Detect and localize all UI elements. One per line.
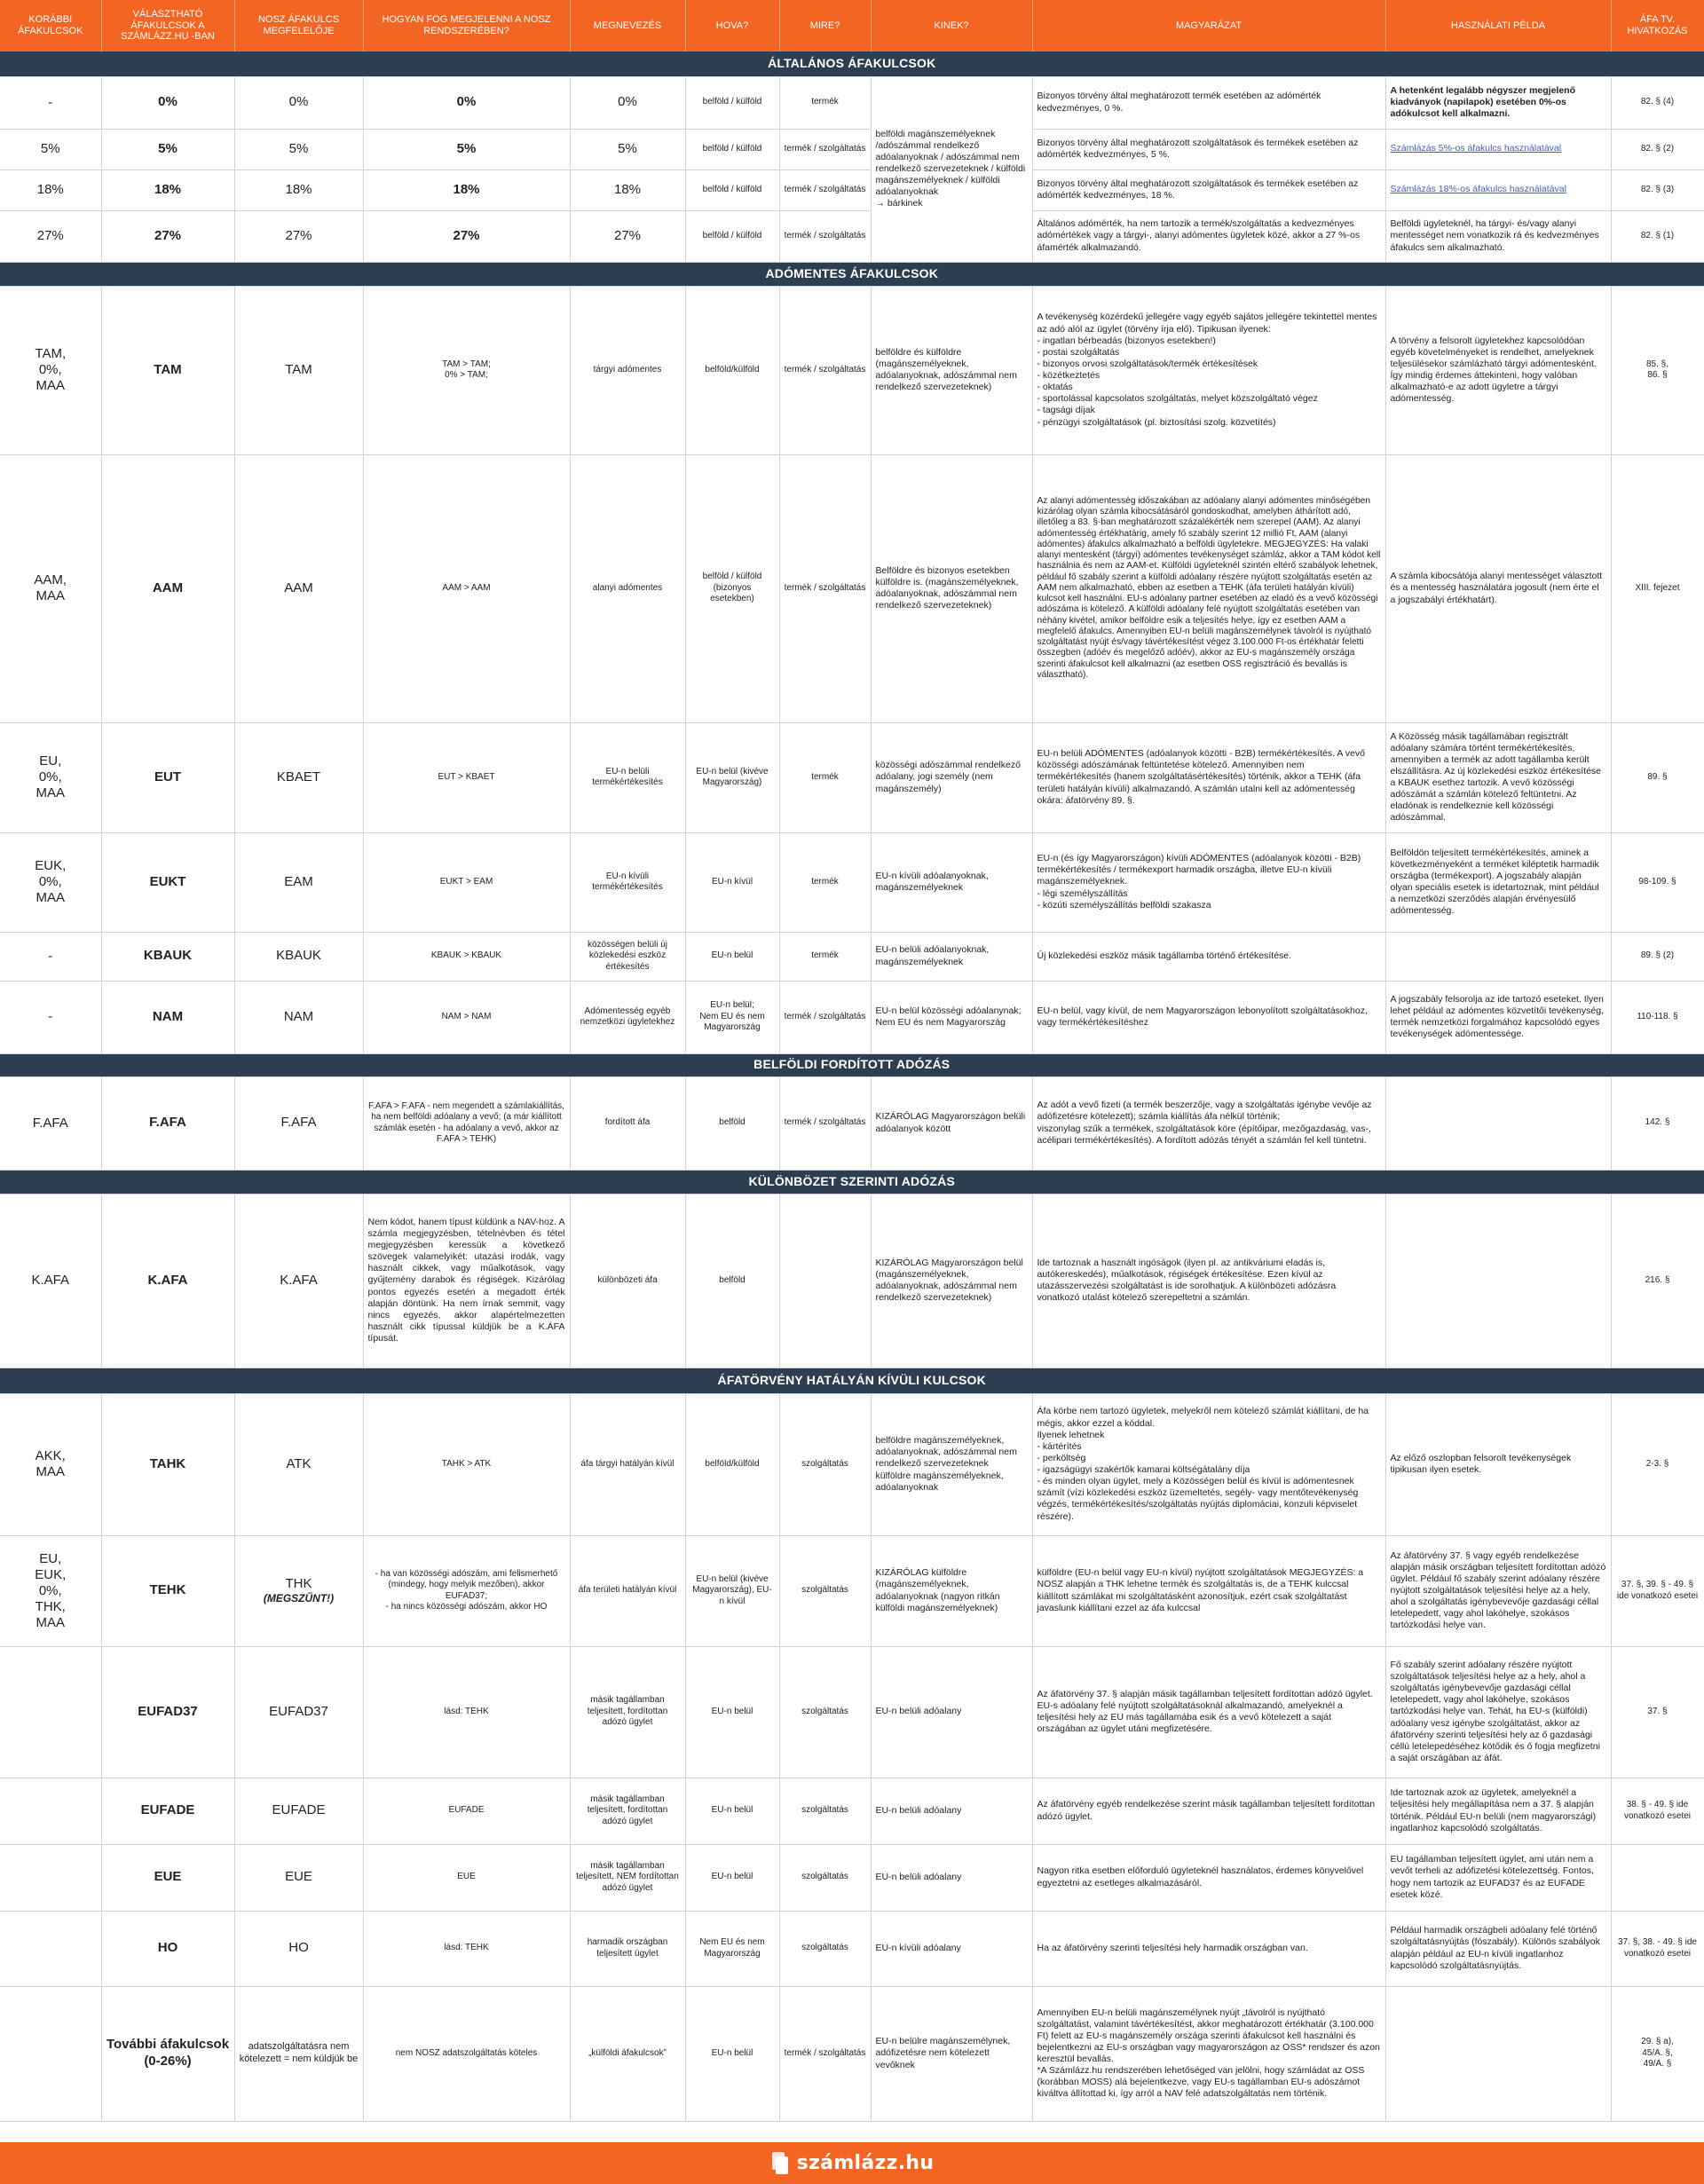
what-for-cell: termék xyxy=(779,932,871,981)
explanation-cell: Bizonyos törvény által meghatározott szolgáltatások és termékek esetében az adómérték kedvezményes, 18 %. xyxy=(1032,170,1385,210)
law-reference-cell: 98-109. § xyxy=(1611,832,1704,932)
old-rate-cell xyxy=(0,1778,101,1844)
nosz-rate-value: ATK xyxy=(286,1455,312,1471)
explanation-cell: külföldre (EU-n belül vagy EU-n kívül) nyújtott szolgáltatások MEGJEGYZÉS: a NOSZ alapján a THK lehetne termék és szolgáltatás is, de a TEHK kulccsal kiállított számlákat mi szolgáltatásként azonosítjuk, ezért csak szolgáltatást javaslunk kiállítani ezzel az áfa kulccsal xyxy=(1032,1535,1385,1646)
where-cell: Nem EU és nem Magyarország xyxy=(685,1911,779,1986)
explanation-cell: Áfa körbe nem tartozó ügyletek, melyekről nem kötelező számlát kiállítani, de ha mégis, akkor ezzel a kóddal. Ilyenek lehetnek - kártérítés - perköltség - igazságügyi szakértők kamarai költségátalány díja - és minden olyan ügylet, mely a Közösségen belül és kívül is adómentesnek számít (vízi közlekedési eszköz üzemeltetés, segély- vagy mentőtevékenység végzés, termékértékesítés/szolgáltatás nyújtás diplomáciai, konzuli képviselet részére). xyxy=(1032,1393,1385,1535)
explanation-cell: Ide tartoznak a használt ingóságok (ilyen pl. az antikváriumi eladás is, autókereskedés), műalkotások, régiségek értékesítése. Ezen kívül az utazásszervezési szolgáltatást is ide sorolhatjuk. A különbözeti adózásra vonatkozó utalást kötelező szerepeltetni a számlán. xyxy=(1032,1194,1385,1368)
explanation-cell: Ha az áfatörvény szerinti teljesítési hely harmadik országban van. xyxy=(1032,1911,1385,1986)
old-rate-cell xyxy=(0,1646,101,1778)
explanation-cell: Amennyiben EU-n belüli magánszemélynek nyújt „távolról is nyújtható szolgáltatást, valamint távértékesítést, akkor meghatározott értékhatár (3.100.000 Ft) felett az EU-s magánszemély országa szerinti áfakulcsot kell használni és bejelentkezni az EU-s országban vagy magyarországon az OSS* rendszer és azon keresztül bevallás. *A Számlázz.hu rendszerében lehetőséged van jelölni, hogy számládat az OSS (korábban MOSS) alá bejelentkezve, vagy EU-s tagállamban EU-s adószámot kiváltva állítottad ki, így arról a NAV felé adatszolgáltatás nem történik. xyxy=(1032,1986,1385,2121)
nosz-rate-cell xyxy=(234,722,363,832)
where-cell: EU-n belül (kivéve Magyarország), EU-n kívül xyxy=(685,1535,779,1646)
usage-example-cell: EU tagállamban teljesített ügylet, ami után nem a vevőt terheli az adófizetési kötelezettség. Fontos, hogy nem tartozik az EUFAD37 és az EUFADE esetek közé. xyxy=(1385,1844,1611,1911)
col-header-old-rates: KORÁBBI ÁFAKULCSOK xyxy=(0,0,101,51)
name-cell: EU-n kívüli termékértékesítés xyxy=(570,832,685,932)
nosz-appearance-cell: Nem kódot, hanem típust küldünk a NAV-hoz. A számla megjegyzésben, tételnévben és tétel megjegyzésben keressük a következő szövegek valamelyikét: utazási irodák, vagy használt cikkek, vagy műalkotások, vagy gyűjtemény darabok és régiségek. Kizárólag pontos egyezés esetén a megadott érték alapján döntünk. Ha nem írnak semmit, vagy nincs egyezés, akkor alapértelmezetten használt cikk típussal küldjük be a K.ÁFA típusát. xyxy=(363,1194,570,1368)
nosz-rate-cell xyxy=(234,454,363,722)
where-cell: EU-n belül (kivéve Magyarország) xyxy=(685,722,779,832)
nosz-rate-cell xyxy=(234,1844,363,1911)
usage-example-cell: A számla kibocsátója alanyi mentességet választott és a mentesség használatára jogosult (nem érte el a jogszabályi értékhatárt). xyxy=(1385,454,1611,722)
nosz-rate-cell xyxy=(234,76,363,129)
to-whom-cell: EU-n belüli adóalany xyxy=(871,1844,1032,1911)
to-whom-cell: belföldre és külföldre (magánszemélyeknek, adóalanyoknak, adószámmal nem rendelkező szervezeteknek) xyxy=(871,286,1032,454)
old-rate-cell: - xyxy=(0,981,101,1053)
law-reference-cell: 82. § (2) xyxy=(1611,129,1704,170)
selectable-rate-cell: F.AFA xyxy=(101,1076,234,1170)
table-row xyxy=(0,1778,1704,1844)
nosz-appearance-cell: 27% xyxy=(363,210,570,262)
to-whom-cell: EU-n belüli adóalany xyxy=(871,1646,1032,1778)
law-reference-cell: 216. § xyxy=(1611,1194,1704,1368)
old-rate-cell: EUK, 0%, MAA xyxy=(0,832,101,932)
selectable-rate-cell: 18% xyxy=(101,170,234,210)
col-header-law-reference: ÁFA TV. HIVATKOZÁS xyxy=(1611,0,1704,51)
name-cell: áfa tárgyi hatályán kívül xyxy=(570,1393,685,1535)
nosz-rate-value: THK xyxy=(285,1575,312,1591)
what-for-cell: termék xyxy=(779,722,871,832)
name-cell: harmadik országban teljesített ügylet xyxy=(570,1911,685,1986)
law-reference-cell: 29. § a), 45/A. §, 49/A. § xyxy=(1611,1986,1704,2121)
table-row xyxy=(0,129,1704,170)
usage-example-cell xyxy=(1385,1194,1611,1368)
table-row xyxy=(0,1393,1704,1535)
old-rate-cell: 18% xyxy=(0,170,101,210)
usage-example-cell: Ide tartoznak azok az ügyletek, amelyeknél a teljesítési hely megállapítása nem a 37. § alapján történik. Például EU-n belüli (nem magyarországi) ingatlanhoz kapcsolódó szolgáltatás. xyxy=(1385,1778,1611,1844)
name-cell: alanyi adómentes xyxy=(570,454,685,722)
usage-example-cell: Fő szabály szerint adóalany részére nyújtott szolgáltatások teljesítési helye az a hely, ahol a szolgáltatás igénybevevője gazdasági céllal letelepedett, vagy ahol lakóhelye, szokásos tartózkodási helye van. Tehát, ha EU-s (külföldi) adóalany vesz igénybe szolgáltatást, akkor az áfatörvény szerinti teljesítési hely az ő gazdasági céllú letelepedéséhez kötődik és ő fogja megfizetni a saját országában az áfát. xyxy=(1385,1646,1611,1778)
table-row xyxy=(0,454,1704,722)
header-row xyxy=(0,0,1704,51)
nosz-rate-value: AAM xyxy=(284,580,313,595)
selectable-rate-cell: EUFAD37 xyxy=(101,1646,234,1778)
nosz-appearance-cell: 5% xyxy=(363,129,570,170)
what-for-cell: szolgáltatás xyxy=(779,1778,871,1844)
nosz-rate-value: KBAUK xyxy=(276,948,321,964)
table-row xyxy=(0,722,1704,832)
law-reference-cell: 82. § (3) xyxy=(1611,170,1704,210)
nosz-appearance-cell: lásd: TEHK xyxy=(363,1646,570,1778)
explanation-cell: A tevékenység közérdekű jellegére vagy egyéb sajátos jellegére tekintettel mentes az adó alól az ügylet (törvény írja elő). Tipikusan ilyenek: - ingatlan bérbeadás (bizonyos esetekben!) - postai szolgáltatás - bizonyos orvosi szolgáltatások/termék értékesítések - közétkeztetés - oktatás - sportolással kapcsolatos szolgáltatás, melyet közszolgáltató végez - tagsági díjak - pénzügyi szolgáltatások (pl. biztosítási szolg. közvetítés) xyxy=(1032,286,1385,454)
nosz-appearance-cell: 0% xyxy=(363,76,570,129)
selectable-rate-cell: HO xyxy=(101,1911,234,1986)
usage-example-cell: Számlázás 18%-os áfakulcs használatával xyxy=(1385,170,1611,210)
to-whom-cell: EU-n belülre magánszemélynek, adófizetésre nem kötelezett vevőknek xyxy=(871,1986,1032,2121)
selectable-rate-cell: NAM xyxy=(101,981,234,1053)
to-whom-cell: EU-n belüli adóalany xyxy=(871,1778,1032,1844)
selectable-rate-cell: EUFADE xyxy=(101,1778,234,1844)
usage-example-cell: A jogszabály felsorolja az ide tartozó eseteket. Ilyen lehet például az adómentes közvetítői tevékenység, termék nemzetközi forgalmához kapcsolódó egyes tevékenységek adómentessége. xyxy=(1385,981,1611,1053)
explanation-cell: EU-n belüli ADÓMENTES (adóalanyok közötti - B2B) termékértékesítés. A vevő közösségi adószámának feltüntetése kötelező. Amennyiben nem termékértékesítés (hanem szolgáltatásértékesítés) történik, akkor a TEHK (áfa területi hatályán kívüli) alkalmazandó. A számlán utalni kell az adómentesség okára: áfatörvény 89. §. xyxy=(1032,722,1385,832)
nosz-appearance-cell: lásd: TEHK xyxy=(363,1911,570,1986)
selectable-rate-cell: További áfakulcsok (0-26%) xyxy=(101,1986,234,2121)
nosz-rate-value: EAM xyxy=(284,873,313,889)
nosz-appearance-cell: EUFADE xyxy=(363,1778,570,1844)
what-for-cell: szolgáltatás xyxy=(779,1911,871,1986)
to-whom-cell: belföldre magánszemélyeknek, adóalanyoknak, adószámmal nem rendelkező szervezeteknek külföldre magánszemélyeknek, adóalanyoknak xyxy=(871,1393,1032,1535)
law-reference-cell: 37. § xyxy=(1611,1646,1704,1778)
where-cell: belföld xyxy=(685,1076,779,1170)
nosz-rate-cell xyxy=(234,1076,363,1170)
section-header-outside xyxy=(0,1368,1704,1393)
table-row xyxy=(0,1646,1704,1778)
section-header-margin xyxy=(0,1170,1704,1194)
nosz-rate-value: 18% xyxy=(285,181,312,197)
nosz-appearance-cell: - ha van közösségi adószám, ami felismerhető (mindegy, hogy melyik mezőben), akkor EUFAD37; - ha nincs közösségi adószám, akkor HO xyxy=(363,1535,570,1646)
to-whom-cell: EU-n kívüli adóalany xyxy=(871,1911,1032,1986)
old-rate-cell: EU, EUK, 0%, THK, MAA xyxy=(0,1535,101,1646)
name-cell: 5% xyxy=(570,129,685,170)
old-rate-cell: 27% xyxy=(0,210,101,262)
name-cell: másik tagállamban teljesített, NEM fordítottan adózó ügylet xyxy=(570,1844,685,1911)
nosz-rate-cell xyxy=(234,1911,363,1986)
name-cell: 27% xyxy=(570,210,685,262)
old-rate-cell: EU, 0%, MAA xyxy=(0,722,101,832)
nosz-rate-value: EUE xyxy=(285,1869,312,1885)
nosz-rate-cell xyxy=(234,1393,363,1535)
section-title: BELFÖLDI FORDÍTOTT ADÓZÁS xyxy=(0,1053,1704,1076)
law-reference-cell: 142. § xyxy=(1611,1076,1704,1170)
table-row xyxy=(0,76,1704,129)
name-cell: Adómentesség egyéb nemzetközi ügyletekhez xyxy=(570,981,685,1053)
law-reference-cell xyxy=(1611,1844,1704,1911)
nosz-rate-cell xyxy=(234,170,363,210)
old-rate-cell xyxy=(0,1844,101,1911)
what-for-cell: szolgáltatás xyxy=(779,1535,871,1646)
explanation-cell: EU-n (és így Magyarországon) kívüli ADÓMENTES (adóalanyok közötti - B2B) termékértékesítés / termékexport harmadik országba, illetve EU-n kívüli magánszemélyeknek. - légi személyszállítás - közúti személyszállítás belföldi szakasza xyxy=(1032,832,1385,932)
name-cell: „külföldi áfakulcsok” xyxy=(570,1986,685,2121)
usage-example-cell: Belföldi ügyleteknél, ha tárgyi- és/vagy alanyi mentességet nem vonatkozik rá és kedvezményes áfakulcs sem alkalmazható. xyxy=(1385,210,1611,262)
where-cell: EU-n kívül xyxy=(685,832,779,932)
nosz-appearance-cell: 18% xyxy=(363,170,570,210)
nosz-appearance-cell: EUE xyxy=(363,1844,570,1911)
law-reference-cell: 89. § xyxy=(1611,722,1704,832)
old-rate-cell: AKK, MAA xyxy=(0,1393,101,1535)
table-row xyxy=(0,1535,1704,1646)
what-for-cell: termék / szolgáltatás xyxy=(779,210,871,262)
nosz-rate-value: HO xyxy=(288,1940,309,1956)
nosz-rate-value: 0% xyxy=(288,94,309,110)
table-row xyxy=(0,1911,1704,1986)
where-cell: belföld / külföld xyxy=(685,170,779,210)
to-whom-cell: EU-n belül közösségi adóalanynak; Nem EU és nem Magyarország xyxy=(871,981,1032,1053)
selectable-rate-cell: EUT xyxy=(101,722,234,832)
where-cell: EU-n belül xyxy=(685,932,779,981)
section-title: ÁLTALÁNOS ÁFAKULCSOK xyxy=(0,51,1704,76)
section-title: ADÓMENTES ÁFAKULCSOK xyxy=(0,262,1704,286)
where-cell: belföld/külföld xyxy=(685,286,779,454)
usage-example-cell: A törvény a felsorolt ügyletekhez kapcsolódóan egyéb követelményeket is rendelhet, amelyeknek teljesülésekor számlázható tárgyi adómentesként. Így mindig érdemes áttekinteni, hogy valóban alkalmazható-e az adott ügyletre a tárgyi adómentesség. xyxy=(1385,286,1611,454)
col-header-nosz-appearance: HOGYAN FOG MEGJELENNI A NOSZ RENDSZERÉBEN? xyxy=(363,0,570,51)
old-rate-cell: - xyxy=(0,76,101,129)
selectable-rate-cell: 0% xyxy=(101,76,234,129)
usage-example-cell xyxy=(1385,1076,1611,1170)
name-cell: különbözeti áfa xyxy=(570,1194,685,1368)
table-row xyxy=(0,1076,1704,1170)
table-row xyxy=(0,170,1704,210)
usage-example-cell: Számlázás 5%-os áfakulcs használatával xyxy=(1385,129,1611,170)
nosz-appearance-cell: F.AFA > F.AFA - nem megendett a számlakiállítás, ha nem belföldi adóalany a vevő; (a már kiállított számlák esetén - ha adóalany a vevő, akkor az F.AFA > TEHK) xyxy=(363,1076,570,1170)
selectable-rate-cell: EUE xyxy=(101,1844,234,1911)
nosz-appearance-cell: NAM > NAM xyxy=(363,981,570,1053)
old-rate-cell xyxy=(0,1986,101,2121)
nosz-rate-cell xyxy=(234,1535,363,1646)
what-for-cell: termék / szolgáltatás xyxy=(779,1986,871,2121)
where-cell: EU-n belül xyxy=(685,1986,779,2121)
to-whom-cell: EU-n belüli adóalanyoknak, magánszemélyeknek xyxy=(871,932,1032,981)
what-for-cell: szolgáltatás xyxy=(779,1393,871,1535)
nosz-rate-note: (MEGSZŰNT!) xyxy=(263,1592,335,1605)
to-whom-cell: közösségi adószámmal rendelkező adóalany, jogi személy (nem magánszemély) xyxy=(871,722,1032,832)
szamlazz-logo-text: számlázz.hu xyxy=(796,2152,935,2174)
what-for-cell: szolgáltatás xyxy=(779,1844,871,1911)
nosz-rate-value: EUFADE xyxy=(272,1802,326,1818)
name-cell: tárgyi adómentes xyxy=(570,286,685,454)
nosz-appearance-cell: KBAUK > KBAUK xyxy=(363,932,570,981)
law-reference-cell: 38. § - 49. § ide vonatkozó esetei xyxy=(1611,1778,1704,1844)
explanation-cell: EU-n belül, vagy kívül, de nem Magyarországon lebonyolított szolgáltatásokhoz, vagy termékértékesítéshez xyxy=(1032,981,1385,1053)
selectable-rate-cell: TAM xyxy=(101,286,234,454)
what-for-cell: termék / szolgáltatás xyxy=(779,981,871,1053)
table-row xyxy=(0,981,1704,1053)
where-cell: EU-n belül xyxy=(685,1778,779,1844)
name-cell: másik tagállamban teljesített, fordítottan adózó ügylet xyxy=(570,1646,685,1778)
name-cell: EU-n belüli termékértékesítés xyxy=(570,722,685,832)
nosz-rate-value: K.AFA xyxy=(280,1272,318,1288)
nosz-appearance-cell: nem NOSZ adatszolgáltatás köteles xyxy=(363,1986,570,2121)
old-rate-cell: K.AFA xyxy=(0,1194,101,1368)
usage-example-cell xyxy=(1385,932,1611,981)
law-reference-cell: 82. § (4) xyxy=(1611,76,1704,129)
usage-example-cell: Az előző oszlopban felsorolt tevékenységek tipikusan ilyen esetek. xyxy=(1385,1393,1611,1535)
section-header-exempt xyxy=(0,262,1704,286)
table-row xyxy=(0,286,1704,454)
to-whom-cell: KIZÁRÓLAG Magyarországon belül (magánszemélyeknek, adóalanyoknak, adószámmal nem rendelkező szervezeteknek) xyxy=(871,1194,1032,1368)
explanation-cell: Bizonyos törvény által meghatározott termék esetében az adómérték kedvezményes, 0 %. xyxy=(1032,76,1385,129)
where-cell: belföld / külföld xyxy=(685,129,779,170)
law-reference-cell: 2-3. § xyxy=(1611,1393,1704,1535)
to-whom-cell: belföldi magánszemélyeknek /adószámmal rendelkező adóalanyoknak / adószámmal nem rendelkező szervezeteknek / külföldi magánszemélyeknek / külföldi adóalanyoknak → bárkinek xyxy=(871,76,1032,262)
what-for-cell: termék xyxy=(779,832,871,932)
law-reference-cell: XIII. fejezet xyxy=(1611,454,1704,722)
old-rate-cell xyxy=(0,1911,101,1986)
table-row xyxy=(0,210,1704,262)
to-whom-cell: KIZÁRÓLAG Magyarországon belüli adóalanyok között xyxy=(871,1076,1032,1170)
old-rate-cell: AAM, MAA xyxy=(0,454,101,722)
nosz-appearance-cell: TAM > TAM; 0% > TAM; xyxy=(363,286,570,454)
explanation-cell: Az adót a vevő fizeti (a termék beszerzője, vagy a szolgáltatás igénybe vevője az adófizetésre kötelezett); számla kiállítás áfa nélkül történik; viszonylag szűk a termékek, szolgáltatások köre (építőipar, mezőgazdaság, vas-, acélipari termékértékesítés). A fordított adózás tényét a számlán fel kell tüntetni. xyxy=(1032,1076,1385,1170)
old-rate-cell: - xyxy=(0,932,101,981)
name-cell: 0% xyxy=(570,76,685,129)
nosz-rate-value: 5% xyxy=(288,140,309,156)
name-cell: fordított áfa xyxy=(570,1076,685,1170)
nosz-rate-cell xyxy=(234,1778,363,1844)
selectable-rate-cell: TEHK xyxy=(101,1535,234,1646)
what-for-cell: termék / szolgáltatás xyxy=(779,129,871,170)
where-cell: belföld xyxy=(685,1194,779,1368)
nosz-rate-cell xyxy=(234,286,363,454)
selectable-rate-cell: 5% xyxy=(101,129,234,170)
old-rate-cell: F.AFA xyxy=(0,1076,101,1170)
col-header-nosz-equivalent: NOSZ ÁFAKULCS MEGFELELŐJE xyxy=(234,0,363,51)
col-header-to-whom: KINEK? xyxy=(871,0,1032,51)
usage-example-cell: A hetenként legalább négyszer megjelenő kiadványok (napilapok) esetében 0%-os adókulcsot kell alkalmazni. xyxy=(1385,76,1611,129)
nosz-rate-cell xyxy=(234,210,363,262)
szamlazz-logo-icon xyxy=(770,2152,790,2175)
nosz-rate-value: TAM xyxy=(285,361,312,377)
usage-example-cell: Belföldön teljesített termékértékesítés, aminek a következményeként a terméket kiléptetik harmadik országba (termékexport). A jogszabály alapján olyan speciális esetek is idetartoznak, mint például a nemzetközi szerződés alapján érvényesülő adómentesség. xyxy=(1385,832,1611,932)
where-cell: belföld / külföld (bizonyos esetekben) xyxy=(685,454,779,722)
col-header-explanation: MAGYARÁZAT xyxy=(1032,0,1385,51)
section-title: ÁFATÖRVÉNY HATÁLYÁN KÍVÜLI KULCSOK xyxy=(0,1368,1704,1393)
nosz-rate-value: NAM xyxy=(283,1008,314,1024)
nosz-rate-cell xyxy=(234,1194,363,1368)
explanation-cell: Az alanyi adómentesség időszakában az adóalany alanyi adómentes minőségében kizárólag olyan számla kibocsátásáról gondoskodhat, amelyben áthárított adó, illetőleg a 83. §-ban meghatározott százalékérték nem szerepel (AAM). Az alanyi adómentesség értékhatárig, amely fő szabály szerint 12 millió Ft, AAM (alanyi adómentes) áfakulcs alkalmazható a belföldi ügyletekre. MEGJEGYZÉS: Ha valaki alanyi mentesként (tárgyi) adómentes tevékenységet számláz, akkor a TAM kódot kell használnia és nem az AAM-et. Külföldi ügyleteknél szintén eltérő szabályok lehetnek, például fő szabály szerint a külföldi adóalany részére nyújtott szolgáltatás esetén az AAM nem alkalmazható, ebben az esetben a TEHK (áfa területi hatályán kívüli) kulcsot kell használni. EU-s adóalany partner esetében az eladó és a vevő közösségi adószáma is kötelező. A külföldi adóalany felé nyújtott szolgáltatás esetében van néhány kivétel, amikor belföldre esik a teljesítés helye, így ez esetben AAM a megfelelő áfakulcs. Amennyiben EU-n belüli magánszemélynek távolról is nyújtható szolgáltatást nyújt és/vagy távértékesítést végez 3.100.000 Ft-os értékhatár feletti összegben (adóév és megelőző adóév), akkor az EU-s magánszemély országa szerinti áfakulcsot kell alkalmazni (az esetben OSS regisztráció és bevallás is választható). xyxy=(1032,454,1385,722)
usage-example-cell: A Közösség másik tagállamában regisztrált adóalany számára történt termékértékesítés, amennyiben a termék az adott tagállamba került elszállításra. Az új közlekedési eszköz értékesítése a KBAUK esethez tartozik. A vevő közösségi adószámát a számlán kötelező feltüntetni. Az eladónak is rendelkeznie kell közösségi adószámmal. xyxy=(1385,722,1611,832)
explanation-cell: Általános adómérték, ha nem tartozik a termék/szolgáltatás a kedvezményes adómértékek vagy a tárgyi-, alanyi adómentes ügyletek közé, akkor a 27 %-os áfamérték alkalmazandó. xyxy=(1032,210,1385,262)
law-reference-cell: 110-118. § xyxy=(1611,981,1704,1053)
section-header-general xyxy=(0,51,1704,76)
explanation-cell: Nagyon ritka esetben előforduló ügyleteknél használatos, érdemes könyvelővel egyeztetni az esetleges alkalmazásáról. xyxy=(1032,1844,1385,1911)
name-cell: közösségen belüli új közlekedési eszköz értékesítés xyxy=(570,932,685,981)
name-cell: 18% xyxy=(570,170,685,210)
law-reference-cell: 37. §, 39. § - 49. § ide vonatkozó esetei xyxy=(1611,1535,1704,1646)
col-header-what-for: MIRE? xyxy=(779,0,871,51)
selectable-rate-cell: 27% xyxy=(101,210,234,262)
name-cell: áfa területi hatályán kívül xyxy=(570,1535,685,1646)
where-cell: belföld / külföld xyxy=(685,76,779,129)
name-cell: másik tagállamban teljesített, fordítottan adózó ügylet xyxy=(570,1778,685,1844)
footer-bar xyxy=(0,2142,1704,2184)
to-whom-cell: Belföldre és bizonyos esetekben külföldre is. (magánszemélyeknek, adóalanyoknak, adószámmal nem rendelkező szervezeteknek) xyxy=(871,454,1032,722)
col-header-name: MEGNEVEZÉS xyxy=(570,0,685,51)
col-header-usage-example: HASZNÁLATI PÉLDA xyxy=(1385,0,1611,51)
section-title: KÜLÖNBÖZET SZERINTI ADÓZÁS xyxy=(0,1170,1704,1194)
col-header-selectable-rates: VÁLASZTHATÓ ÁFAKULCSOK A SZÁMLÁZZ.HU -BAN xyxy=(101,0,234,51)
where-cell: belföld/külföld xyxy=(685,1393,779,1535)
selectable-rate-cell: K.AFA xyxy=(101,1194,234,1368)
table-row xyxy=(0,832,1704,932)
law-reference-cell: 85. §, 86. § xyxy=(1611,286,1704,454)
nosz-rate-cell xyxy=(234,932,363,981)
explanation-cell: Az áfatörvény egyéb rendelkezése szerint másik tagállamban teljesített fordítottan adózó ügylet. xyxy=(1032,1778,1385,1844)
usage-example-cell: Például harmadik országbeli adóalany felé történő szolgáltatásnyújtás (fószabály). Különös szabályok alapján például az EU-n kívüli ingatlanhoz kapcsolódó szolgáltatásnyújtás. xyxy=(1385,1911,1611,1986)
law-reference-cell: 82. § (1) xyxy=(1611,210,1704,262)
nosz-rate-value: 27% xyxy=(285,227,312,243)
table-row xyxy=(0,932,1704,981)
nosz-rate-cell xyxy=(234,832,363,932)
nosz-rate-value: EUFAD37 xyxy=(269,1703,328,1719)
nosz-appearance-cell: TAHK > ATK xyxy=(363,1393,570,1535)
nosz-rate-value: KBAET xyxy=(276,769,321,785)
table-row xyxy=(0,1194,1704,1368)
nosz-appearance-cell: EUT > KBAET xyxy=(363,722,570,832)
where-cell: EU-n belül xyxy=(685,1844,779,1911)
nosz-rate-value: F.AFA xyxy=(280,1115,317,1131)
usage-example-cell: Az áfatörvény 37. § vagy egyéb rendelkezése alapján másik országban teljesített fordítottan adózó ügylet. Például fő szabály szerint adóalany részére nyújtott szolgáltatások teljesítési helye az a hely, ahol a szolgáltatás igénybevevője gazdasági céllal letelepedett, vagy ahol lakóhelye, szokásos tartózkodási helye van. xyxy=(1385,1535,1611,1646)
where-cell: EU-n belül xyxy=(685,1646,779,1778)
nosz-rate-cell xyxy=(234,1646,363,1778)
selectable-rate-cell: EUKT xyxy=(101,832,234,932)
where-cell: belföld / külföld xyxy=(685,210,779,262)
what-for-cell: termék / szolgáltatás xyxy=(779,170,871,210)
explanation-cell: Az áfatörvény 37. § alapján másik tagállamban teljesített fordítottan adózó ügylet. EU-s adóalany felé nyújtott szolgáltatásoknál alkalmazandó, amelyeknél a teljesítési hely az EU más tagállamába esik és a vevő kötelezett a saját országában az ügylet utáni megfizetésére. xyxy=(1032,1646,1385,1778)
table-row xyxy=(0,1844,1704,1911)
nosz-rate-value: adatszolgáltatásra nem kötelezett = nem küldjük be xyxy=(239,2041,359,2064)
nosz-rate-cell xyxy=(234,129,363,170)
to-whom-cell: EU-n kívüli adóalanyoknak, magánszemélyeknek xyxy=(871,832,1032,932)
what-for-cell: termék / szolgáltatás xyxy=(779,1076,871,1170)
law-reference-cell: 37. §, 38. - 49. § ide vonatkozó esetei xyxy=(1611,1911,1704,1986)
selectable-rate-cell: KBAUK xyxy=(101,932,234,981)
old-rate-cell: 5% xyxy=(0,129,101,170)
what-for-cell xyxy=(779,1194,871,1368)
selectable-rate-cell: TAHK xyxy=(101,1393,234,1535)
nosz-rate-cell xyxy=(234,1986,363,2121)
nosz-rate-cell xyxy=(234,981,363,1053)
what-for-cell: termék xyxy=(779,76,871,129)
where-cell: EU-n belül; Nem EU és nem Magyarország xyxy=(685,981,779,1053)
section-header-reverse xyxy=(0,1053,1704,1076)
explanation-cell: Bizonyos törvény által meghatározott szolgáltatások és termékek esetében az adómérték kedvezményes, 5 %. xyxy=(1032,129,1385,170)
usage-example-cell xyxy=(1385,1986,1611,2121)
what-for-cell: termék / szolgáltatás xyxy=(779,286,871,454)
what-for-cell: szolgáltatás xyxy=(779,1646,871,1778)
what-for-cell: termék / szolgáltatás xyxy=(779,454,871,722)
to-whom-cell: KIZÁRÓLAG külföldre (magánszemélyeknek, adóalanyoknak (nagyon ritkán külföldi magánszemélyeknek) xyxy=(871,1535,1032,1646)
nosz-appearance-cell: EUKT > EAM xyxy=(363,832,570,932)
nosz-appearance-cell: AAM > AAM xyxy=(363,454,570,722)
law-reference-cell: 89. § (2) xyxy=(1611,932,1704,981)
selectable-rate-cell: AAM xyxy=(101,454,234,722)
table-row xyxy=(0,1986,1704,2121)
old-rate-cell: TAM, 0%, MAA xyxy=(0,286,101,454)
col-header-where: HOVA? xyxy=(685,0,779,51)
explanation-cell: Új közlekedési eszköz másik tagállamba történő értékesítése. xyxy=(1032,932,1385,981)
